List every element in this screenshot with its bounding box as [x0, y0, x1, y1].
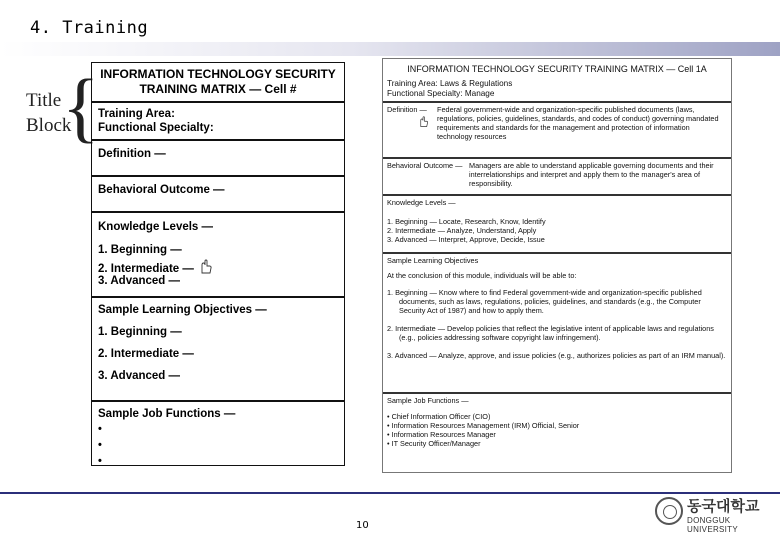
cell-job-4: • IT Security Officer/Manager: [387, 439, 481, 448]
cell-objectives-intro: At the conclusion of this module, individuals will be able to:: [387, 271, 577, 280]
cell-knowledge-level-3: 3. Advanced — Interpret, Approve, Decide, Issue: [387, 235, 545, 244]
cell-job-heading: Sample Job Functions —: [387, 396, 469, 405]
objective-intermediate: 2. Intermediate —: [98, 348, 194, 360]
cell-job-functions: [383, 394, 731, 464]
template-heading: [92, 63, 344, 103]
cell-definition-text: Federal government-wide and organization-specific published documents (laws, regulations, policies, guidelines, standards, and codes of conduct) governing mandated requirements and standards for the management and protection of information technology resources: [437, 105, 719, 141]
cell-knowledge-levels: [383, 196, 731, 254]
template-learning-objectives: [92, 298, 344, 402]
cell-behavioral-text: Managers are able to understand applicable governing documents and their interrelationships and interpret and apply them to the manager's area of responsibility.: [469, 161, 714, 188]
page-number: 10: [356, 520, 369, 531]
cell-title-block: [383, 76, 731, 103]
cell-objective-2: 2. Intermediate — Develop policies that reflect the legislative intent of applicable laws and regulations (e.g., policies addressing software copyright law infringement).: [387, 324, 714, 342]
cell-job-3: • Information Resources Manager: [387, 430, 496, 439]
template-title-block: [92, 103, 344, 141]
objective-beginning: 1. Beginning —: [98, 326, 182, 338]
template-behavioral-outcome: [92, 177, 344, 213]
bullet-3: •: [98, 455, 102, 467]
cell-knowledge-heading: Knowledge Levels —: [387, 198, 456, 207]
objectives-label: Sample Learning Objectives —: [98, 304, 267, 316]
cell-job-2: • Information Resources Management (IRM) Official, Senior: [387, 421, 580, 430]
cell-job-1: • Chief Information Officer (CIO): [387, 412, 491, 421]
definition-label: Definition —: [98, 148, 166, 160]
functional-specialty-label: Functional Specialty:: [98, 122, 214, 134]
training-area-label: Training Area:: [98, 108, 175, 120]
title-block-word-1: Title: [26, 90, 62, 111]
cell-training-area: Training Area: Laws & Regulations: [387, 79, 513, 88]
pointing-hand-icon: [417, 116, 429, 128]
university-seal-icon: [655, 497, 683, 525]
cell-behavioral-outcome: [383, 159, 731, 196]
behavioral-outcome-label: Behavioral Outcome —: [98, 184, 225, 196]
template-knowledge-levels: [92, 213, 344, 298]
cell-knowledge-level-2: 2. Intermediate — Analyze, Understand, Apply: [387, 226, 537, 235]
cell-definition: [383, 103, 731, 159]
slide-title: 4. Training: [30, 18, 149, 38]
cell-heading: INFORMATION TECHNOLOGY SECURITY TRAINING MATRIX — Cell 1A: [407, 64, 707, 74]
template-heading-line-2: TRAINING MATRIX — Cell #: [139, 82, 297, 96]
title-bar: [0, 42, 780, 56]
cell-behavioral-label: Behavioral Outcome —: [387, 161, 463, 170]
level-intermediate-label: 2. Intermediate —: [98, 263, 194, 275]
template-job-functions: [92, 402, 344, 467]
cell-objective-3: 3. Advanced — Analyze, approve, and issue policies (e.g., authorizes policies as part of an IRM manual).: [387, 351, 726, 360]
training-matrix-template: [91, 62, 345, 466]
cell-functional-specialty: Functional Specialty: Manage: [387, 89, 495, 98]
logo-korean: 동국대학교: [687, 497, 760, 515]
job-functions-label: Sample Job Functions —: [98, 408, 236, 420]
cell-learning-objectives: [383, 254, 731, 394]
cell-objectives-heading: Sample Learning Objectives: [387, 256, 479, 265]
logo-english: DONGGUK UNIVERSITY: [687, 516, 739, 534]
template-heading-line-1: INFORMATION TECHNOLOGY SECURITY: [100, 67, 336, 81]
footer-divider: [0, 492, 780, 494]
cell-objective-1: 1. Beginning — Know where to find Federal government-wide and organization-specific published documents, such as laws, regulations, policies, guidelines, and standards (e.g., the Computer Security Act of 1987) and how to apply them.: [387, 288, 702, 315]
cell-knowledge-level-1: 1. Beginning — Locate, Research, Know, Identify: [387, 217, 546, 226]
objective-advanced: 3. Advanced —: [98, 370, 181, 382]
bullet-2: •: [98, 439, 102, 451]
curly-brace-icon: {: [62, 63, 100, 150]
bullet-1: •: [98, 423, 102, 435]
university-logo: [655, 495, 767, 534]
cell-definition-label: Definition —: [387, 105, 437, 141]
title-block-word-2: Block: [26, 115, 72, 136]
level-beginning: 1. Beginning —: [98, 244, 182, 256]
template-definition: [92, 141, 344, 177]
level-advanced: 3. Advanced —: [98, 275, 181, 287]
level-intermediate: [98, 259, 213, 275]
training-matrix-cell-1a: [382, 58, 732, 473]
knowledge-levels-label: Knowledge Levels —: [98, 221, 214, 233]
pointing-hand-icon: [197, 259, 213, 275]
